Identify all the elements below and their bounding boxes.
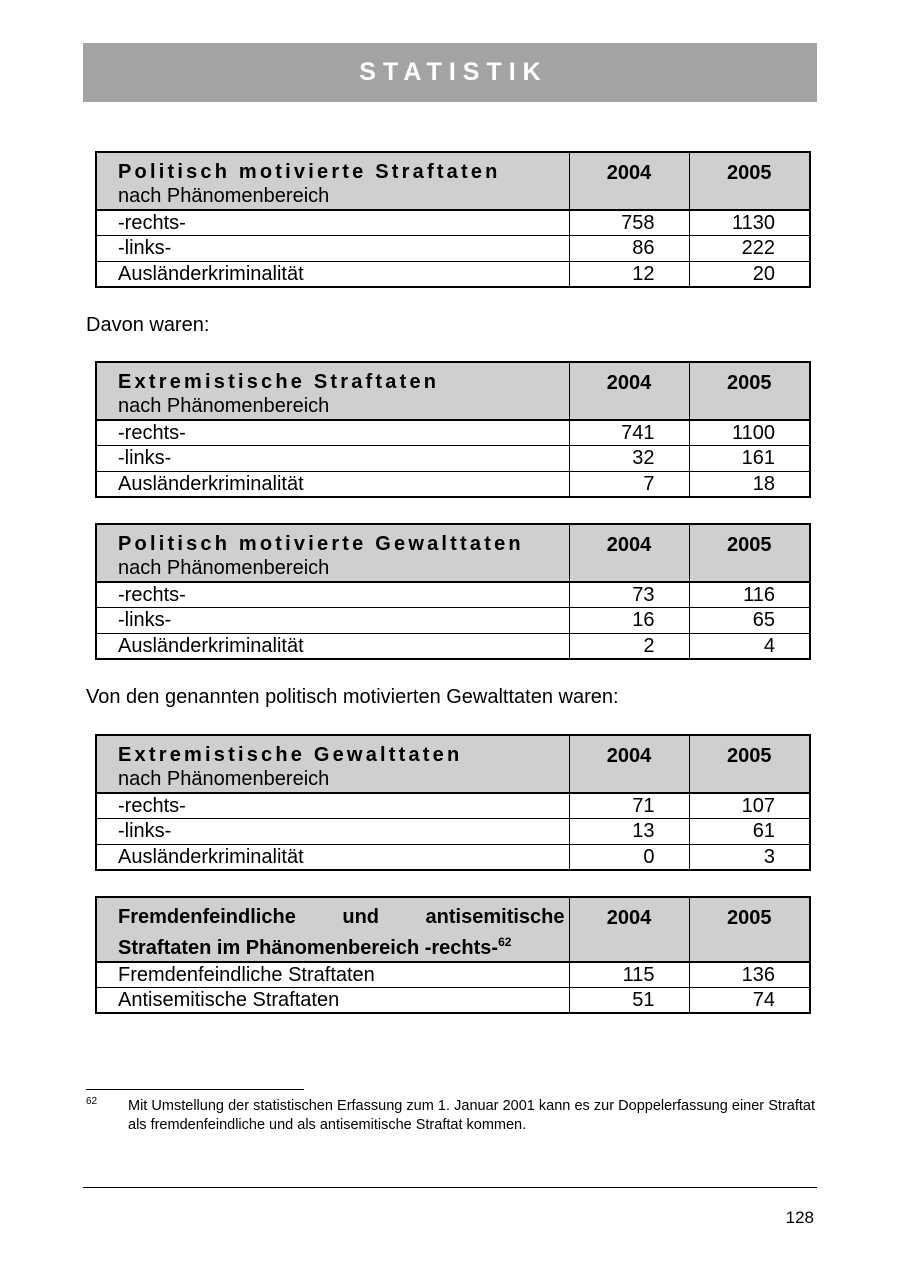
table-header-label [96, 152, 569, 210]
column-header-2004: 2004 [569, 735, 689, 793]
row-label: -links- [96, 236, 569, 262]
table-politisch-motivierte-straftaten [95, 151, 811, 288]
row-label: -rechts- [96, 420, 569, 446]
value-2005: 161 [689, 446, 810, 472]
table-title: Extremistische Straftaten [118, 371, 440, 393]
footnote-number: 62 [86, 1096, 98, 1107]
value-2005: 222 [689, 236, 810, 262]
table-row [96, 582, 810, 608]
table-title-line2-text: Straftaten im Phänomenbereich -rechts- [118, 937, 499, 959]
row-label: Antisemitische Straftaten [96, 988, 569, 1014]
table-title: Extremistische Gewalttaten [118, 744, 463, 766]
column-header-2004: 2004 [569, 897, 689, 962]
table-title-line2 [118, 930, 565, 961]
table-header-label [96, 735, 569, 793]
row-label: Fremdenfeindliche Straftaten [96, 962, 569, 988]
table-subtitle: nach Phänomenbereich [118, 395, 330, 417]
table-row [96, 261, 810, 287]
table-row [96, 633, 810, 659]
value-2005: 1100 [689, 420, 810, 446]
column-header-2004: 2004 [569, 362, 689, 420]
value-2005: 4 [689, 633, 810, 659]
value-2004: 86 [569, 236, 689, 262]
value-2005: 20 [689, 261, 810, 287]
table-row [96, 210, 810, 236]
value-2004: 32 [569, 446, 689, 472]
table-row [96, 793, 810, 819]
table-row [96, 819, 810, 845]
row-label: -links- [96, 819, 569, 845]
row-label: -links- [96, 446, 569, 472]
value-2005: 65 [689, 608, 810, 634]
table-fremdenfeindliche-antisemitische-straftaten [95, 896, 811, 1014]
value-2005: 1130 [689, 210, 810, 236]
table-title: Politisch motivierte Gewalttaten [118, 533, 524, 555]
value-2005: 18 [689, 471, 810, 497]
column-header-2005: 2005 [689, 897, 810, 962]
footnote-reference[interactable]: 62 [498, 935, 512, 949]
value-2005: 136 [689, 962, 810, 988]
row-label: Ausländerkriminalität [96, 844, 569, 870]
row-label: -rechts- [96, 793, 569, 819]
value-2004: 16 [569, 608, 689, 634]
column-header-2005: 2005 [689, 152, 810, 210]
table-extremistische-gewalttaten [95, 734, 811, 871]
footnote-text: Mit Umstellung der statistischen Erfassung zum 1. Januar 2001 kann es zur Doppelerfassung einer Straftat als fremdenfeindliche und als antisemitische Straftat kommen. [128, 1098, 815, 1133]
value-2004: 13 [569, 819, 689, 845]
value-2004: 12 [569, 261, 689, 287]
column-header-2005: 2005 [689, 735, 810, 793]
row-label: Ausländerkriminalität [96, 261, 569, 287]
column-header-2005: 2005 [689, 524, 810, 582]
table-row [96, 988, 810, 1014]
value-2004: 758 [569, 210, 689, 236]
table-row [96, 608, 810, 634]
row-label: Ausländerkriminalität [96, 471, 569, 497]
table-row [96, 844, 810, 870]
row-label: -rechts- [96, 582, 569, 608]
footer-divider [83, 1187, 817, 1188]
table-row [96, 420, 810, 446]
table-title: Politisch motivierte Straftaten [118, 161, 501, 183]
column-header-2004: 2004 [569, 152, 689, 210]
value-2004: 7 [569, 471, 689, 497]
section-header [83, 43, 817, 102]
table-row [96, 471, 810, 497]
value-2005: 107 [689, 793, 810, 819]
value-2004: 2 [569, 633, 689, 659]
footnote-separator [86, 1089, 304, 1090]
table-extremistische-straftaten [95, 361, 811, 498]
page-number: 128 [785, 1208, 814, 1227]
table-subtitle: nach Phänomenbereich [118, 557, 330, 579]
value-2005: 116 [689, 582, 810, 608]
value-2004: 115 [569, 962, 689, 988]
column-header-2004: 2004 [569, 524, 689, 582]
table-row [96, 962, 810, 988]
table-subtitle: nach Phänomenbereich [118, 185, 330, 207]
paragraph-davon-waren: Davon waren: [86, 314, 210, 336]
value-2004: 741 [569, 420, 689, 446]
paragraph-von-den-genannten: Von den genannten politisch motivierten Gewalttaten waren: [86, 686, 619, 708]
table-header-label [96, 524, 569, 582]
section-title: STATISTIK [359, 58, 548, 86]
table-header-label [96, 897, 569, 962]
table-row [96, 236, 810, 262]
table-title-line1: Fremdenfeindliche und antisemitische [118, 906, 565, 928]
table-header-label [96, 362, 569, 420]
value-2004: 73 [569, 582, 689, 608]
value-2005: 61 [689, 819, 810, 845]
row-label: Ausländerkriminalität [96, 633, 569, 659]
table-politisch-motivierte-gewalttaten [95, 523, 811, 660]
row-label: -links- [96, 608, 569, 634]
value-2004: 0 [569, 844, 689, 870]
value-2005: 3 [689, 844, 810, 870]
row-label: -rechts- [96, 210, 569, 236]
table-subtitle: nach Phänomenbereich [118, 768, 330, 790]
value-2004: 51 [569, 988, 689, 1014]
value-2004: 71 [569, 793, 689, 819]
column-header-2005: 2005 [689, 362, 810, 420]
table-row [96, 446, 810, 472]
value-2005: 74 [689, 988, 810, 1014]
